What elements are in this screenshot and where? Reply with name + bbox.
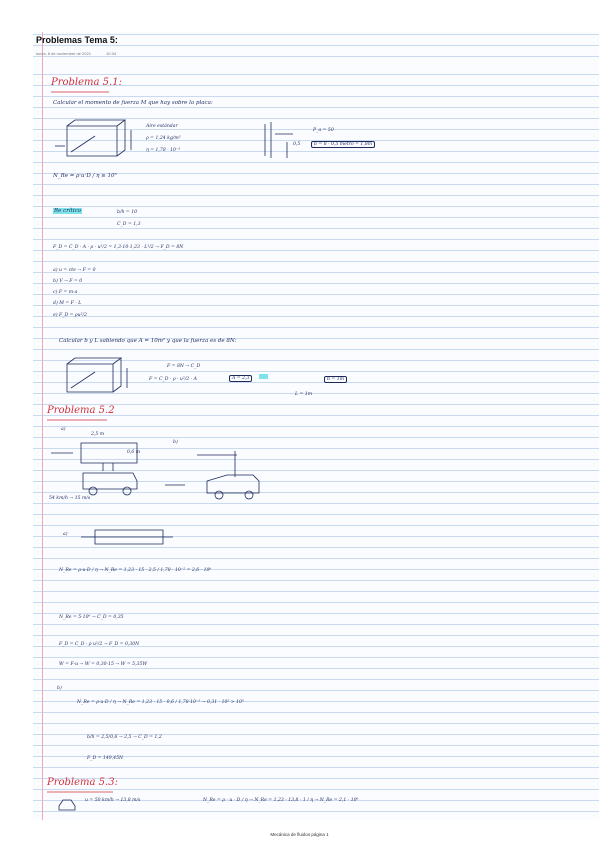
boxed-b-value: b = 1m [324, 376, 347, 383]
sign-sketch [79, 526, 179, 550]
reynolds-5-2b: N_Re = ρ·u·D / η → N_Re = 1,23 · 15 · 0,6 / 1,78·10⁻⁵ → 0,31 · 10⁵ > 10⁵ [77, 700, 244, 705]
heading-underline [47, 790, 115, 794]
item-a: a) u = cte → F = 0 [53, 268, 96, 273]
heading-underline [51, 90, 111, 94]
force-area-equation: F = C_D · ρ · u²/2 · A [149, 377, 197, 382]
half-label: 0,5 [293, 142, 301, 147]
highlighted-re-critico: Re crítico [54, 208, 81, 214]
aspect-ratio: b/h = 10 [117, 210, 138, 215]
page-date: lunes, 8 de noviembre de 2021 [36, 51, 91, 56]
car-icon-sketch [57, 796, 77, 812]
drag-force-5-2b: F_D = 149,45N [87, 756, 124, 761]
part-a-label: a) [61, 427, 66, 432]
part-a-label-2: a) [63, 532, 68, 537]
density-value: ρ = 1,24 kg/m³ [146, 136, 181, 141]
heading-underline [47, 418, 109, 422]
drag-coefficient: C_D = 1,3 [117, 222, 141, 227]
reynolds-5-3: N_Re = ρ · u · D / η → N_Re = 1,23 · 13,8 · 1 / η → N_Re = 2,1 · 10⁶ [203, 798, 359, 803]
cd-lookup: N_Re = 5·10⁶ → C_D = 0,35 [59, 615, 124, 620]
pa-label: P_a = 50 [313, 128, 334, 133]
page-meta [36, 51, 116, 56]
heading-problem-5-3: Problema 5.3: [47, 777, 118, 788]
speed-5-3: u = 50 km/h → 13,8 m/s [85, 798, 141, 803]
drag-force-5-2: F_D = C_D · ρ u²/2 → F_D = 0,30N [59, 642, 140, 647]
statement-line: Calcular el momento de fuerza M que hay sobre la placa: [53, 100, 213, 106]
reynolds-5-2a: N_Re = ρ·u·D / η → N_Re = 1,23 · 15 · 2,5 / 1,78 · 10⁻⁵ = 2,6 · 10⁶ [59, 568, 212, 573]
page-title: Problemas Tema 5: [36, 35, 118, 45]
page-time: 10:34 [106, 51, 117, 56]
viscosity-value: η = 1,78 · 10⁻⁵ [146, 148, 181, 153]
force-coefficient: F = 8N → C_D [167, 364, 201, 369]
part-b-label-2: b) [57, 686, 62, 691]
plate-sketch [55, 116, 135, 166]
width-dimension: 2,5 m [91, 432, 105, 437]
heading-problem-5-2: Problema 5.2 [47, 405, 115, 416]
aspect-5-2b: b/h = 2,5/0,6 → 2,5 → C_D = 1,2 [87, 735, 162, 740]
power-5-2: W = F·u → W = 0,30·15 → W = 5,35W [59, 662, 148, 667]
plate-sketch-2 [55, 354, 135, 398]
boxed-area: A = 2,3 [229, 375, 252, 382]
item-c: c) F = m·a [53, 290, 78, 295]
heading-problem-5-1: Problema 5.1: [51, 77, 122, 88]
calc-statement: Calcular b y L sabiendo que A = 10m² y que la fuerza es de 8N: [59, 338, 237, 344]
boxed-result-b: b = 8 · 0,5 metro = 1,8m [311, 141, 375, 148]
height-dimension: 0,6 m [127, 450, 141, 455]
speed-conversion: 54 km/h → 15 m/s [49, 496, 91, 501]
margin-line [42, 32, 43, 820]
item-b: b) V → F = 0 [53, 279, 83, 284]
air-standard-label: Aire estándar [146, 124, 178, 129]
highlight-mark [259, 374, 268, 379]
drag-force-equation: F_D = C_D · A · ρ · u²/2 = 1,3·10·1,23 · L²/2 → F_D = 8N [53, 245, 184, 250]
item-e: e) F_D = ρu²/2 [53, 313, 87, 318]
page-footer: Mecánica de fluidos página 1 [270, 832, 329, 837]
car-with-sign-sketch [47, 437, 287, 499]
item-d: d) M = F · L [53, 301, 82, 306]
plate-side-sketch [259, 120, 299, 160]
l-value: L = 1m [295, 392, 313, 397]
reynolds-formula: N_Re = ρ·u·D / η ≥ 10⁵ [53, 173, 117, 179]
part-b-label: b) [173, 440, 178, 445]
notebook-page [33, 32, 599, 820]
